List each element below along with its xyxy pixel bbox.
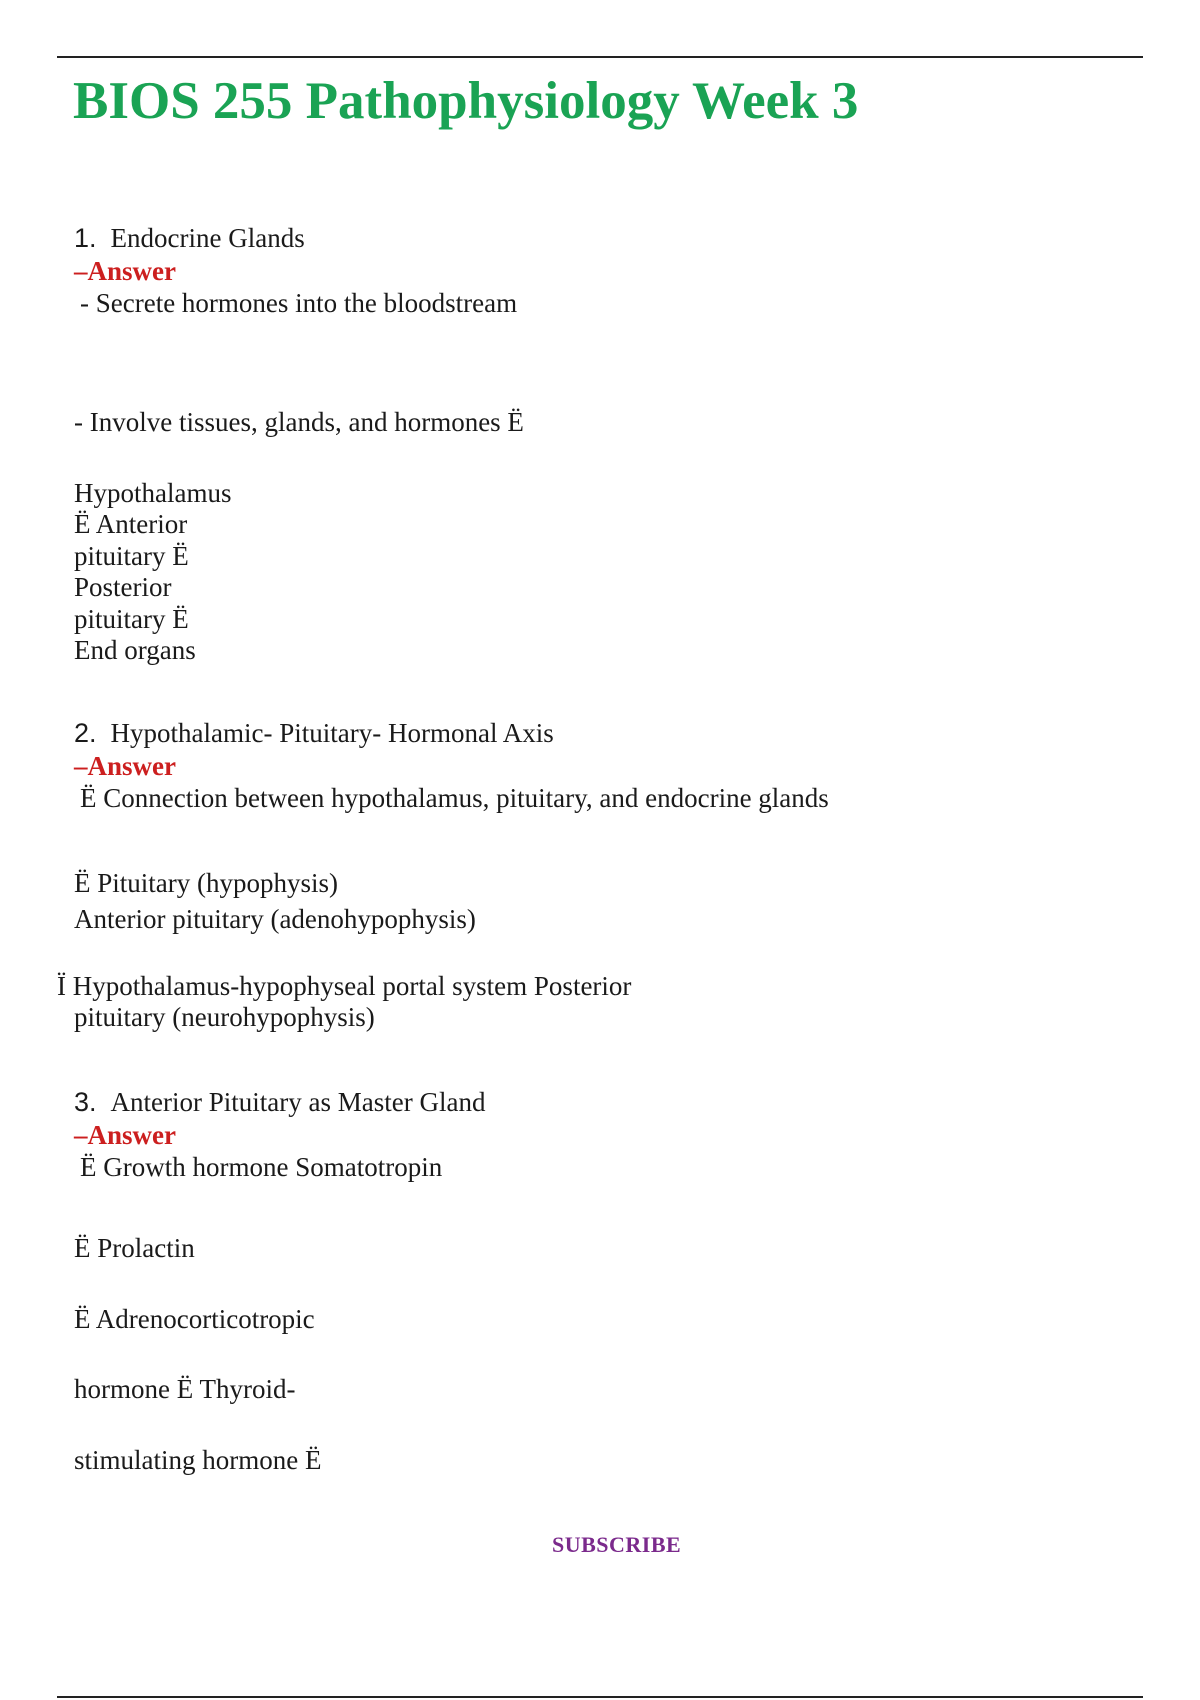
question-2-number: 2. (74, 718, 97, 748)
question-1-number: 1. (74, 223, 97, 253)
question-3-line-5: stimulating hormone Ë (74, 1445, 322, 1475)
question-1-line-3: Hypothalamus (74, 478, 232, 508)
question-2-line-1: Ë Connection between hypothalamus, pituitary, and endocrine glands (80, 783, 829, 813)
question-3-line-1: Ë Growth hormone Somatotropin (80, 1152, 443, 1182)
question-1-heading (74, 222, 305, 254)
question-1-line-2: - Involve tissues, glands, and hormones Ë (74, 407, 524, 437)
question-2-line-4: Ï Hypothalamus-hypophyseal portal system Posterior (57, 971, 632, 1001)
question-1-line-4: Ë Anterior (74, 509, 188, 539)
question-3-line-4: hormone Ë Thyroid- (74, 1374, 296, 1404)
bottom-rule (57, 1696, 1143, 1698)
question-2-line-3: Anterior pituitary (adenohypophysis) (74, 904, 476, 934)
question-1-answer-label: –Answer (74, 256, 176, 286)
top-rule (57, 56, 1143, 58)
question-3-text: Anterior Pituitary as Master Gland (110, 1087, 486, 1117)
question-1-line-1: - Secrete hormones into the bloodstream (80, 288, 518, 318)
question-1-line-5: pituitary Ë (74, 541, 189, 571)
question-3-heading (74, 1086, 485, 1118)
question-2-line-5: pituitary (neurohypophysis) (74, 1002, 375, 1032)
question-1-text: Endocrine Glands (110, 223, 305, 253)
question-2-text: Hypothalamic- Pituitary- Hormonal Axis (110, 718, 554, 748)
document-title: BIOS 255 Pathophysiology Week 3 (73, 72, 859, 130)
question-2-heading (74, 717, 554, 749)
question-1-line-6: Posterior (74, 572, 172, 602)
question-3-line-2: Ë Prolactin (74, 1233, 195, 1263)
question-3-number: 3. (74, 1087, 97, 1117)
question-1-line-8: End organs (74, 635, 196, 665)
question-3-answer-label: –Answer (74, 1120, 176, 1150)
subscribe-link[interactable]: SUBSCRIBE (552, 1532, 682, 1557)
question-3-line-3: Ë Adrenocorticotropic (74, 1304, 315, 1334)
question-1-line-7: pituitary Ë (74, 604, 189, 634)
question-2-answer-label: –Answer (74, 751, 176, 781)
question-2-line-2: Ë Pituitary (hypophysis) (74, 868, 338, 898)
